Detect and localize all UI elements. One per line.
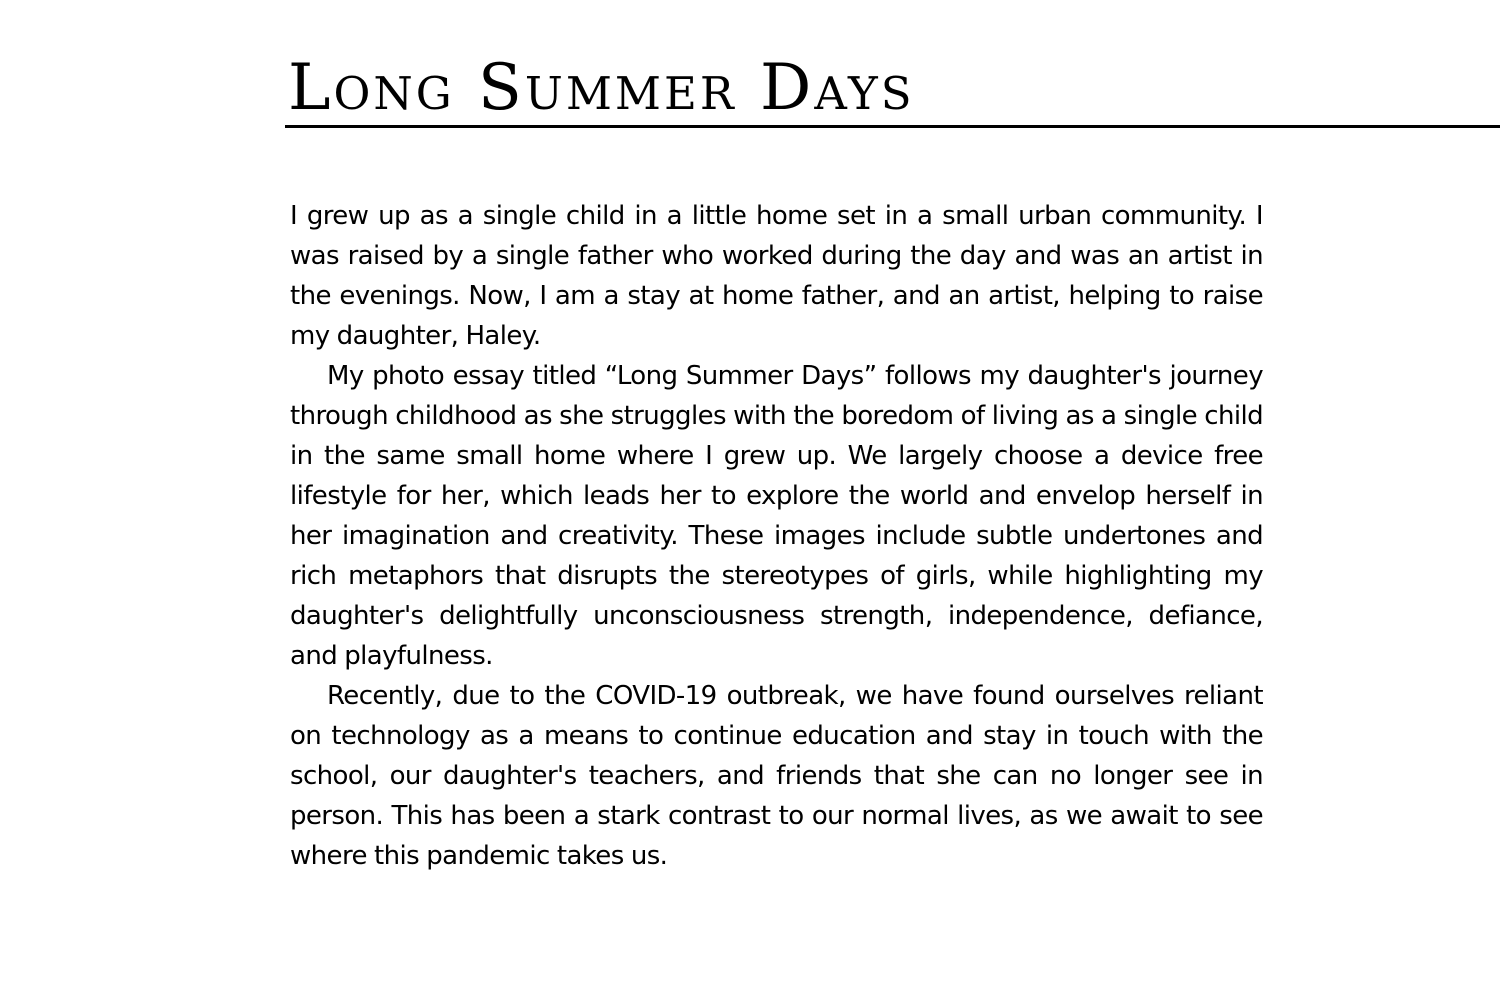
essay-body (290, 196, 1263, 876)
paragraph-covid: Recently, due to the COVID-19 outbreak, we have found ourselves reliant on technology as a means to continue education and stay in touch with the school, our daughter's teachers, and friends that she can no longer see in person. This has been a stark contrast to our normal lives, as we await to see where this pandemic takes us. (290, 681, 1263, 871)
paragraph-intro: I grew up as a single child in a little home set in a small urban community. I was raised by a single father who worked during the day and was an artist in the evenings. Now, I am a stay at home father, and an artist, helping to raise my daughter, Haley. (290, 201, 1263, 351)
page-title: Long Summer Days (288, 51, 915, 125)
title-divider (285, 125, 1500, 128)
paragraph-photo-essay: My photo essay titled “Long Summer Days” follows my daughter's journey through childhood as she struggles with the boredom of living as a single child in the same small home where I grew up. We largely choose a device free lifestyle for her, which leads her to explore the world and envelop herself in her imagination and creativity. These images include subtle undertones and rich metaphors that disrupts the stereotypes of girls, while highlighting my daughter's delightfully unconsciousness strength, independence, defiance, and playfulness. (290, 361, 1263, 671)
